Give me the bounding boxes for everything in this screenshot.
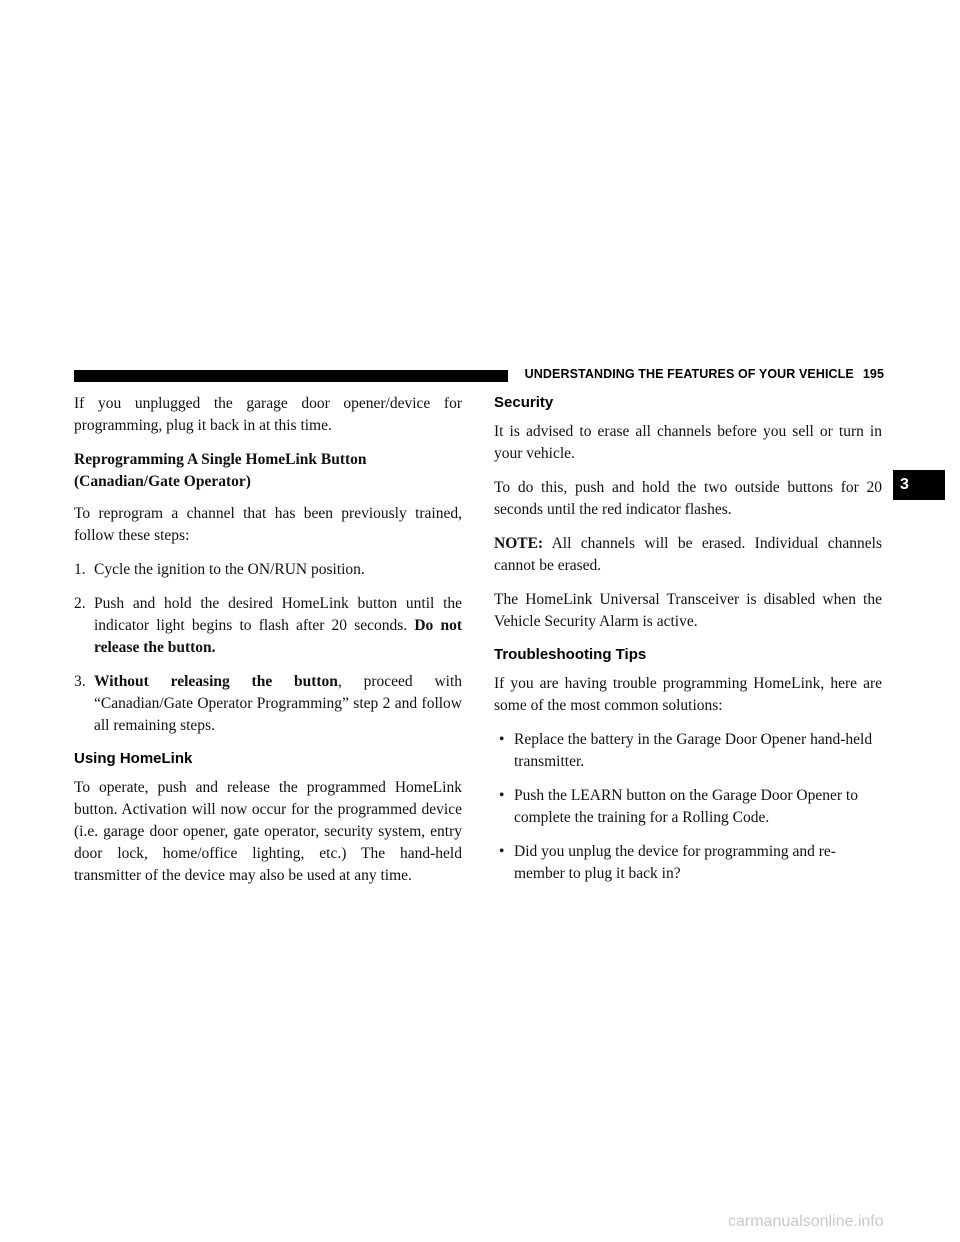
- header-bar: [74, 370, 508, 382]
- step-emphasis: Do not release the button.: [94, 617, 462, 656]
- right-column: [494, 393, 882, 897]
- bullet-icon: •: [499, 787, 505, 804]
- reprogram-heading: [74, 449, 462, 493]
- troubleshooting-intro: If you are having trouble programming HomeLink, here are some of the most common solutions:: [494, 675, 882, 714]
- step-text: , proceed with “Canadian/Gate Operator Programming” step 2 and follow all remaining steps.: [94, 673, 463, 734]
- watermark: carmanualsonline.info: [728, 1213, 884, 1230]
- list-item: [494, 841, 882, 885]
- list-item-text: Push the LEARN button on the Garage Door Opener to complete the training for a Rolling Code.: [514, 787, 858, 826]
- step-number: 3.: [74, 673, 86, 690]
- left-column: [74, 393, 462, 899]
- list-item-text: Replace the battery in the Garage Door Opener hand-held transmitter.: [514, 731, 873, 770]
- step-emphasis: Without releasing the button: [94, 673, 338, 690]
- list-item: [494, 785, 882, 829]
- reprogram-heading-line2: (Canadian/Gate Operator): [74, 473, 251, 490]
- section-title: UNDERSTANDING THE FEATURES OF YOUR VEHICLE: [524, 367, 854, 381]
- page-number: 195: [862, 367, 884, 381]
- note-label: NOTE:: [494, 535, 544, 552]
- chapter-tab: 3: [893, 470, 945, 500]
- security-heading: Security: [494, 394, 554, 411]
- running-header: [508, 367, 884, 381]
- step-3: [74, 671, 462, 737]
- note-paragraph: [494, 533, 882, 577]
- troubleshooting-heading: Troubleshooting Tips: [494, 646, 647, 663]
- step-text: Push and hold the desired HomeLink button until the indicator light begins to flash after 20 seconds.: [94, 595, 462, 634]
- step-1: [74, 559, 462, 581]
- step-2: [74, 593, 462, 659]
- using-homelink-heading: Using HomeLink: [74, 750, 193, 767]
- step-text: Cycle the ignition to the ON/RUN position.: [94, 561, 365, 578]
- step-number: 1.: [74, 561, 86, 578]
- list-item: [494, 729, 882, 773]
- intro-paragraph: If you unplugged the garage door opener/device for programming, plug it back in at this time.: [74, 395, 462, 434]
- security-paragraph-3: The HomeLink Universal Transceiver is disabled when the Vehicle Security Alarm is active.: [494, 591, 882, 630]
- using-homelink-text: To operate, push and release the programmed HomeLink button. Activation will now occur for the programmed device (i.e. garage door opener, gate operator, security system, entry door lock, home/office lighting, etc.) The hand-held transmitter of the device may also be used at any time.: [74, 779, 462, 884]
- step-number: 2.: [74, 595, 86, 612]
- reprogram-heading-line1: Reprogramming A Single HomeLink Button: [74, 451, 367, 468]
- bullet-icon: •: [499, 731, 505, 748]
- reprogram-intro: To reprogram a channel that has been previously trained, follow these steps:: [74, 505, 462, 544]
- security-paragraph-2: To do this, push and hold the two outside buttons for 20 seconds until the red indicator flashes.: [494, 479, 882, 518]
- list-item-text: Did you unplug the device for programming and re-member to plug it back in?: [514, 843, 836, 882]
- bullet-icon: •: [499, 843, 505, 860]
- security-paragraph-1: It is advised to erase all channels before you sell or turn in your vehicle.: [494, 423, 882, 462]
- note-text: All channels will be erased. Individual channels cannot be erased.: [494, 535, 882, 574]
